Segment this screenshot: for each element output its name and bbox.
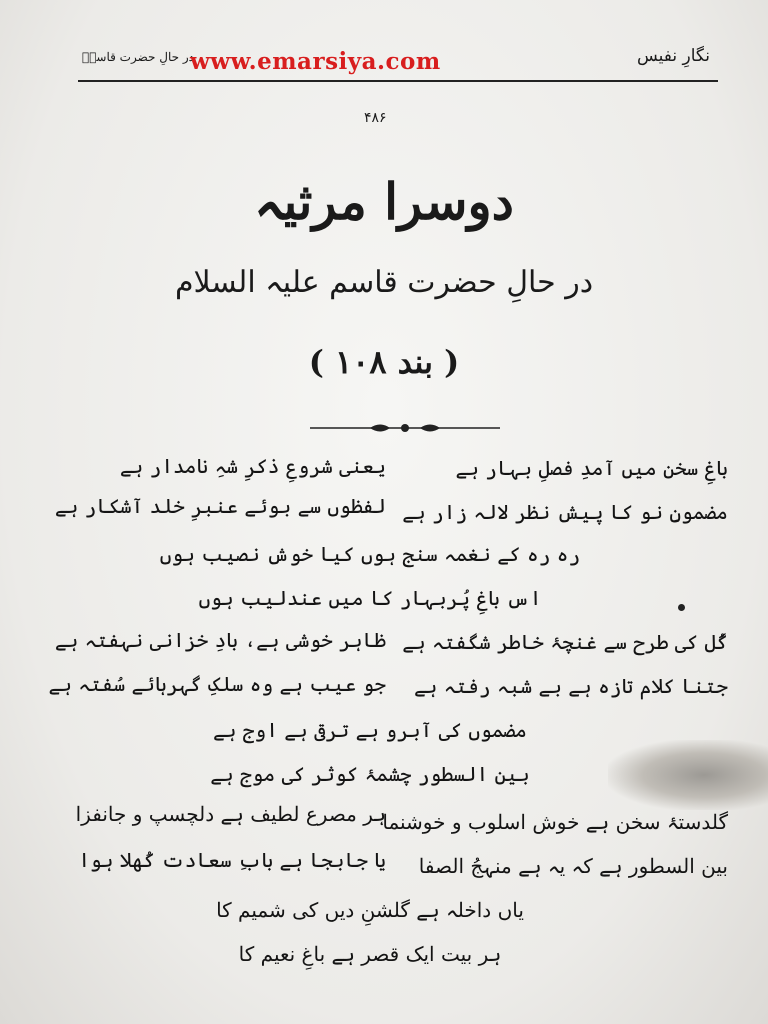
ornament-divider-icon: [310, 418, 500, 438]
verse-line: بین السطور ہے کہ یہ ہے منہجُ الصفا: [418, 854, 728, 878]
verse-line: رہ رہ کے نغمہ سنج ہوں کیا خوش نصیب ہوں: [159, 542, 581, 566]
verse-line: بین السطور چشمۂ کوثر کی موج ہے: [210, 762, 530, 786]
paper-damage-stain: [608, 740, 768, 810]
verse-line: ہر بیت ایک قصر ہے باغِ نعیم کا: [238, 942, 502, 966]
verse-line: گُل کی طرح سے غنچۂ خاطر شگفتہ ہے: [402, 630, 728, 654]
book-title: نگارِ نفیس: [636, 46, 710, 66]
verse-line: یاں داخلہ ہے گلشنِ دیں کی شمیم کا: [216, 898, 524, 922]
verse-line: لفظوں سے بوئے عنبرِ خلد آشکار ہے: [54, 494, 386, 518]
verse-line: جو عیب ہے وہ سلکِ گہرہائے سُفتہ ہے: [48, 672, 386, 696]
verse-line: یعنی شروعِ ذکرِ شہِ نامدار ہے: [119, 454, 386, 478]
verse-line: ظاہر خوشی ہے، بادِ خزانی نہفتہ ہے: [54, 628, 386, 652]
verse-line: مضمونِ نو کا پیش نظر لالہ زار ہے: [402, 500, 728, 524]
verse-line: جتنا کلام تازہ ہے بے شبہ رفتہ ہے: [413, 674, 728, 698]
stanza-count: ( بند ۱۰۸ ): [308, 343, 460, 381]
section-title: در حالِ حضرت قاسمؑ: [82, 50, 194, 64]
page-number: ۴۸۶: [364, 110, 387, 126]
page-subtitle: در حالِ حضرت قاسم علیہ السلام: [174, 265, 594, 300]
page-title: دوسرا مرثیہ: [254, 172, 514, 231]
verse-line: مضموں کی آبرو ہے ترقی ہے اوج ہے: [212, 718, 528, 742]
ink-dot: [678, 604, 685, 611]
verse-line: یا جابجا ہے بابِ سعادت کُھلا ہوا: [78, 848, 386, 872]
verse-line: باغِ سخن میں آمدِ فصلِ بہار ہے: [455, 456, 728, 480]
verse-line: اس باغِ پُربہار کا میں عندلیب ہوں: [198, 586, 542, 610]
website-watermark: www.emarsiya.com: [190, 48, 441, 75]
verse-line: گلدستۂ سخن ہے خوش اسلوب و خوشنما: [382, 810, 728, 834]
verse-line: ہر مصرع لطیف ہے دلچسپ و جانفزا: [75, 802, 386, 826]
poem-body: [0, 450, 768, 1010]
